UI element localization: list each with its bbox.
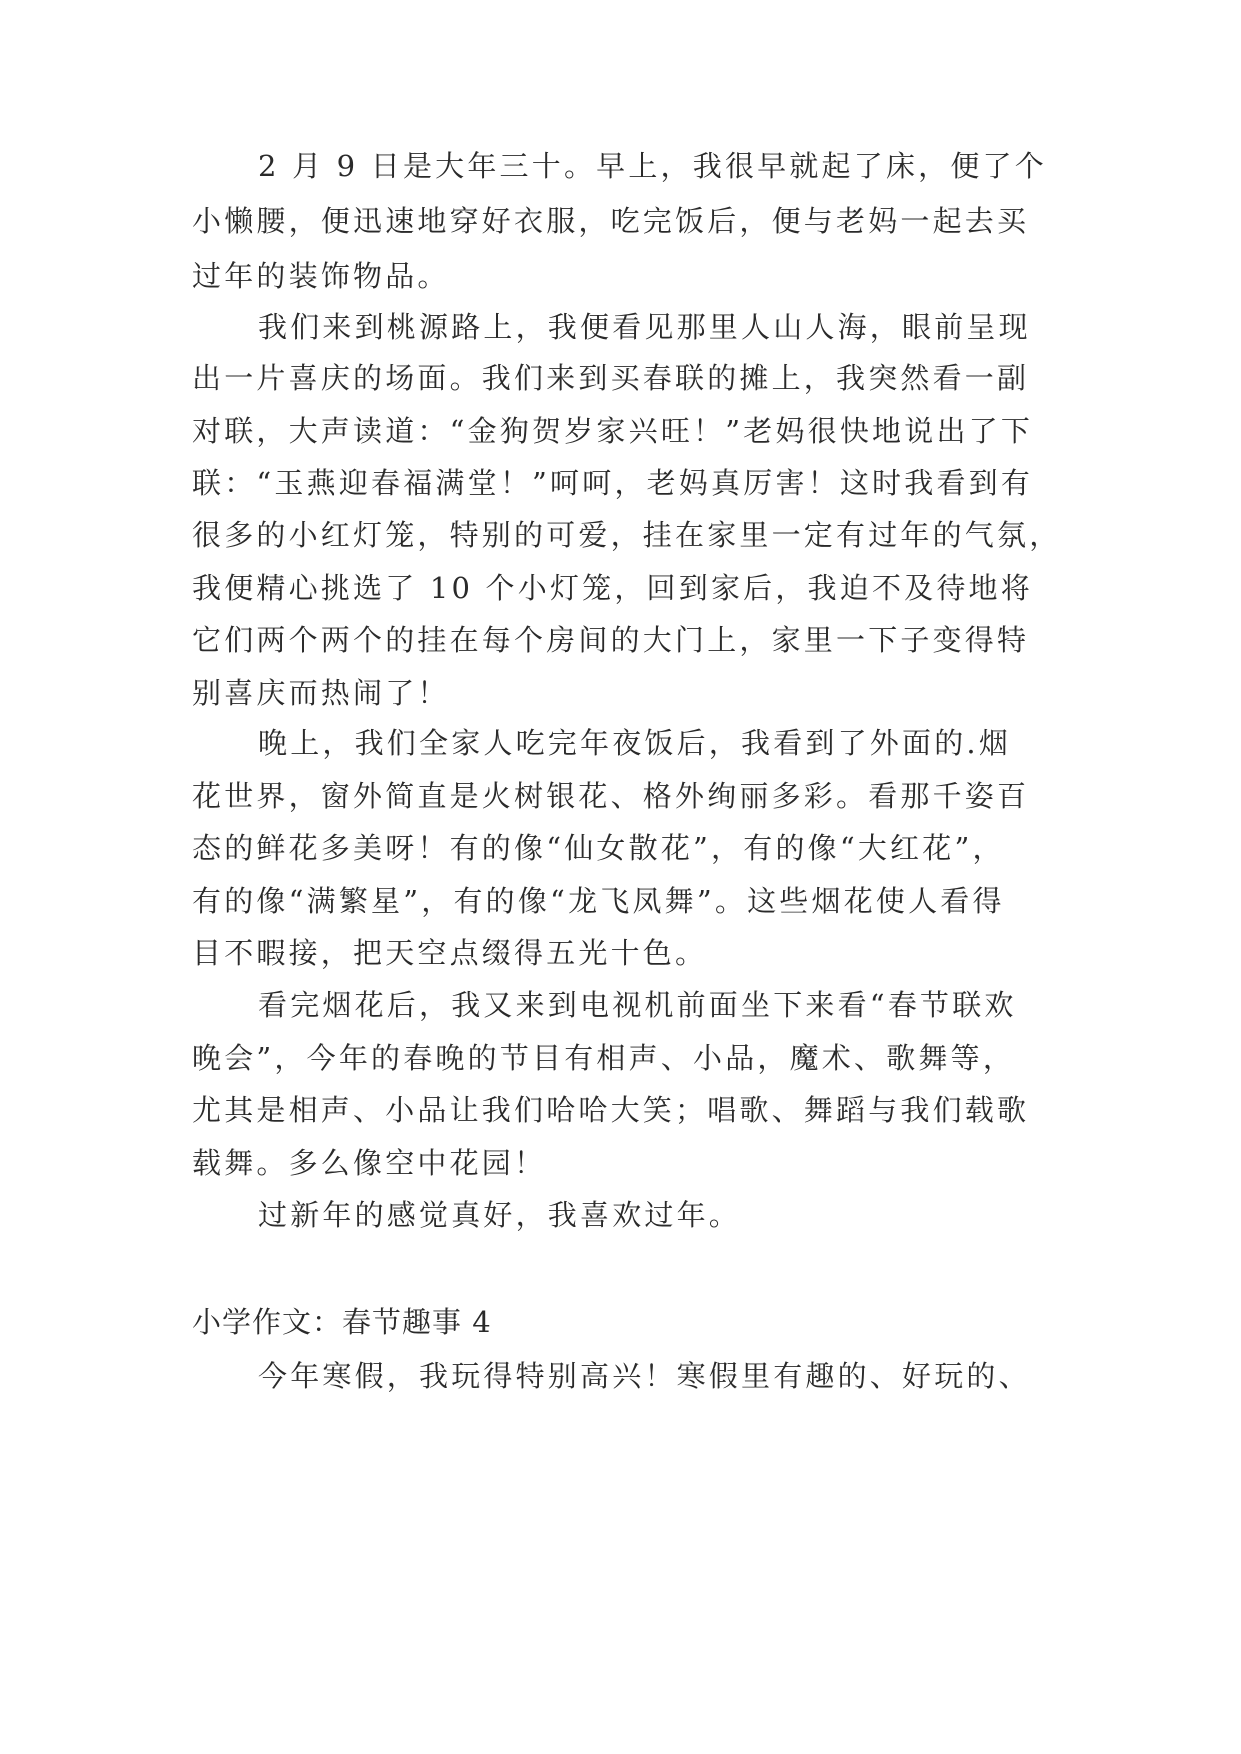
paragraph-4-line-1: 看完烟花后，我又来到电视机前面坐下来看“春节联欢 <box>258 988 1017 1022</box>
paragraph-1-line-2: 小懒腰，便迅速地穿好衣服，吃完饭后，便与老妈一起去买 <box>192 204 1030 238</box>
paragraph-4-line-4: 载舞。多么像空中花园！ <box>192 1146 547 1180</box>
paragraph-3-line-2: 花世界，窗外简直是火树银花、格外绚丽多彩。看那千姿百 <box>192 779 1030 813</box>
paragraph-2-line-6: 我便精心挑选了 10 个小灯笼，回到家后，我迫不及待地将 <box>192 571 1033 605</box>
paragraph-3-line-1: 晚上，我们全家人吃完年夜饭后，我看到了外面的.烟 <box>258 726 1012 760</box>
paragraph-1-line-1: 2 月 9 日是大年三十。早上，我很早就起了床，便了个 <box>258 149 1047 183</box>
paragraph-2-line-8: 别喜庆而热闹了！ <box>192 676 450 710</box>
paragraph-2-line-4: 联：“玉燕迎春福满堂！”呵呵，老妈真厉害！这时我看到有 <box>192 466 1034 500</box>
paragraph-2-line-3: 对联，大声读道：“金狗贺岁家兴旺！”老妈很快地说出了下 <box>192 414 1034 448</box>
paragraph-3-line-4: 有的像“满繁星”，有的像“龙飞凤舞”。这些烟花使人看得 <box>192 884 1005 918</box>
paragraph-3-line-3: 态的鲜花多美呀！有的像“仙女散花”，有的像“大红花”， <box>192 831 1005 865</box>
paragraph-6-line-1: 今年寒假，我玩得特别高兴！寒假里有趣的、好玩的、 <box>258 1359 1031 1393</box>
paragraph-1-line-3: 过年的装饰物品。 <box>192 259 450 293</box>
paragraph-2-line-2: 出一片喜庆的场面。我们来到买春联的摊上，我突然看一副 <box>192 361 1030 395</box>
section-heading: 小学作文：春节趣事 4 <box>192 1305 492 1339</box>
paragraph-4-line-2: 晚会”，今年的春晚的节目有相声、小品，魔术、歌舞等， <box>192 1041 1016 1075</box>
paragraph-2-line-1: 我们来到桃源路上，我便看见那里人山人海，眼前呈现 <box>258 310 1031 344</box>
paragraph-3-line-5: 目不暇接，把天空点缀得五光十色。 <box>192 936 708 970</box>
paragraph-5-line-1: 过新年的感觉真好，我喜欢过年。 <box>258 1198 742 1232</box>
paragraph-2-line-7: 它们两个两个的挂在每个房间的大门上，家里一下子变得特 <box>192 623 1030 657</box>
paragraph-2-line-5: 很多的小红灯笼，特别的可爱，挂在家里一定有过年的气氛， <box>192 518 1062 552</box>
paragraph-4-line-3: 尤其是相声、小品让我们哈哈大笑；唱歌、舞蹈与我们载歌 <box>192 1093 1030 1127</box>
